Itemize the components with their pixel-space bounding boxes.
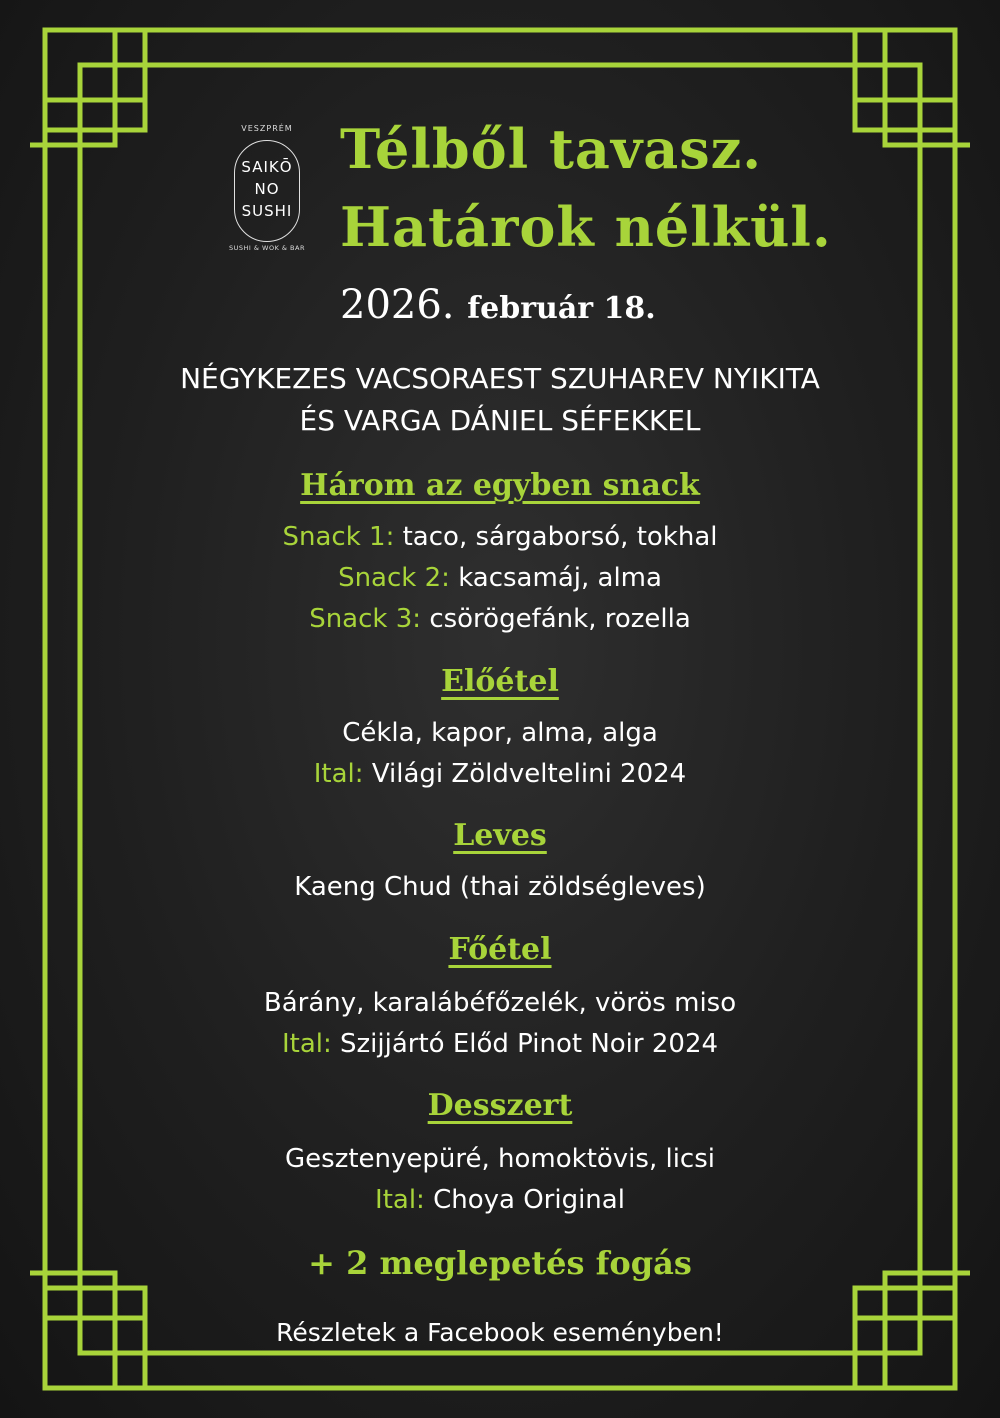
snack-item-3: [0, 604, 1000, 634]
main-drink-label: Ital:: [281, 1029, 332, 1059]
dessert-drink: [0, 1185, 1000, 1215]
logo-tagline: SUSHI & WOK & BAR: [229, 244, 305, 252]
section-heading-main: Főétel: [448, 932, 552, 967]
corner-knot-top-left: [30, 30, 145, 145]
logo-name: [226, 156, 308, 222]
logo-city: VESZPRÉM: [241, 124, 293, 133]
starter-drink: [0, 759, 1000, 789]
starter-drink-label: Ital:: [313, 759, 364, 789]
snack-item-2: [0, 563, 1000, 593]
corner-knot-top-right: [855, 30, 970, 145]
logo-name-line1: SAIKŌ: [241, 158, 293, 176]
snack-item-1-label: Snack 1:: [282, 522, 395, 552]
logo-name-line3: SUSHI: [241, 202, 293, 220]
main-drink-text: Szijjártó Előd Pinot Noir 2024: [340, 1029, 719, 1059]
subtitle-line-1: NÉGYKEZES VACSORAEST SZUHAREV NYIKITA: [180, 362, 820, 395]
logo-name-line2: NO: [254, 180, 280, 198]
dessert-drink-text: Choya Original: [433, 1185, 625, 1215]
starter-dish: Cékla, kapor, alma, alga: [342, 718, 658, 748]
main-dish: Bárány, karalábéfőzelék, vörös miso: [263, 988, 737, 1018]
event-date-day: február 18.: [467, 291, 656, 326]
restaurant-logo: [226, 120, 308, 258]
snack-item-3-label: Snack 3:: [309, 604, 422, 634]
surprise-courses: + 2 meglepetés fogás: [308, 1244, 692, 1282]
main-drink: [0, 1029, 1000, 1059]
title-line-1: Télből tavasz.: [340, 117, 763, 181]
subtitle-line-2: ÉS VARGA DÁNIEL SÉFEKKEL: [299, 404, 701, 437]
title-line-2: Határok nélkül.: [340, 195, 832, 259]
snack-item-2-text: kacsamáj, alma: [458, 563, 662, 593]
soup-dish: Kaeng Chud (thai zöldségleves): [294, 872, 706, 902]
section-heading-starter: Előétel: [441, 664, 559, 699]
snack-item-3-text: csörögefánk, rozella: [429, 604, 691, 634]
starter-drink-text: Világi Zöldveltelini 2024: [371, 759, 687, 789]
section-heading-snack: Három az egyben snack: [300, 468, 700, 503]
section-heading-soup: Leves: [453, 818, 547, 853]
event-date-year: 2026.: [340, 282, 455, 328]
dessert-dish: Gesztenyepüré, homoktövis, licsi: [285, 1144, 715, 1174]
event-date: [340, 282, 656, 328]
snack-item-2-label: Snack 2:: [338, 563, 450, 593]
snack-item-1: [0, 522, 1000, 552]
section-heading-dessert: Desszert: [427, 1088, 573, 1123]
footer-note: Részletek a Facebook eseményben!: [276, 1318, 724, 1347]
snack-item-1-text: taco, sárgaborsó, tokhal: [402, 522, 718, 552]
dessert-drink-label: Ital:: [375, 1185, 425, 1215]
